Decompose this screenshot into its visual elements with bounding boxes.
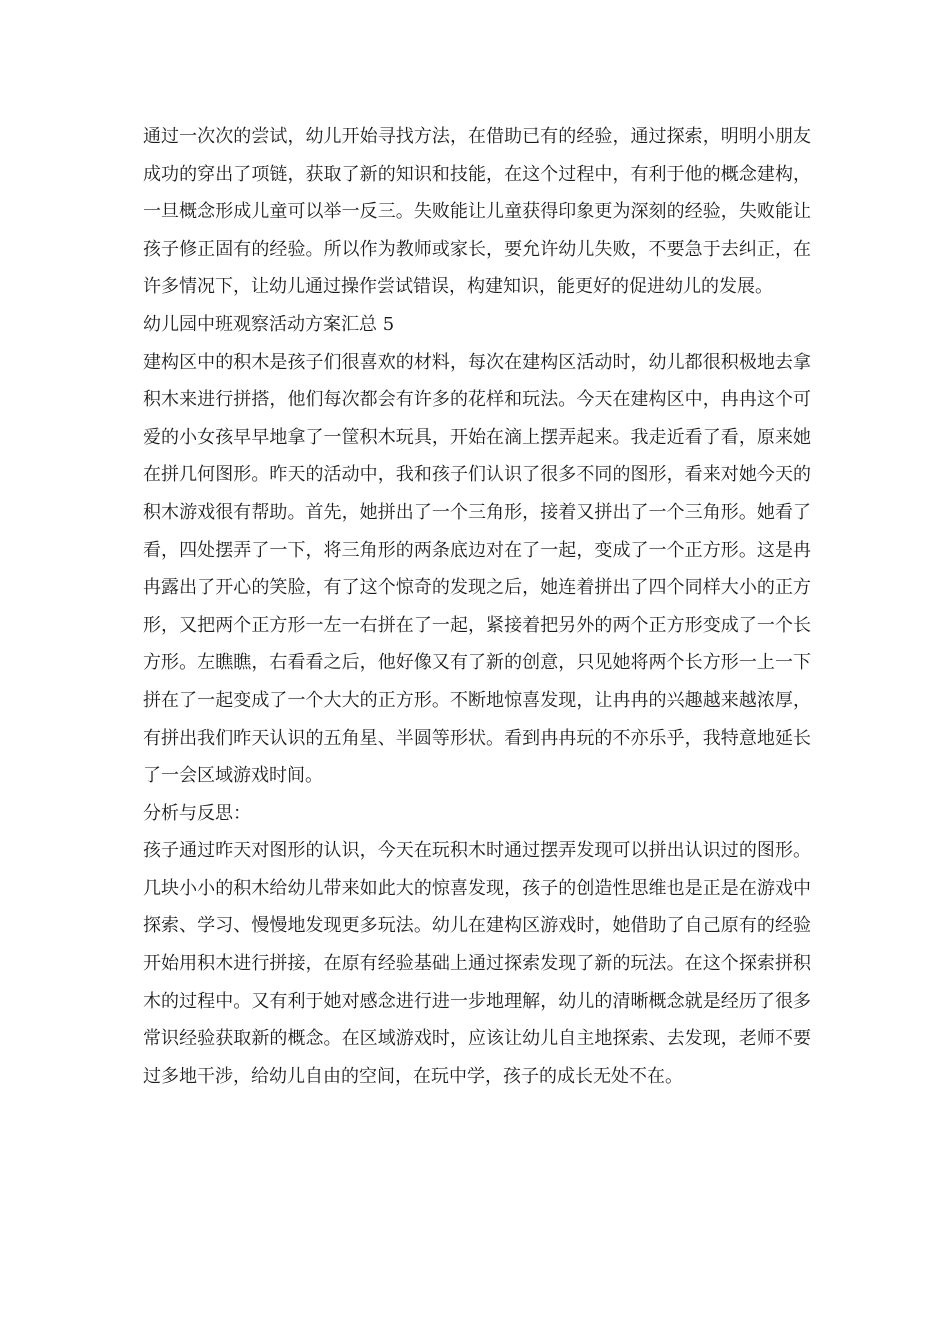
paragraph-2: 建构区中的积木是孩子们很喜欢的材料，每次在建构区活动时，幼儿都很积极地去拿积木来进行拼搭，他们每次都会有许多的花样和玩法。今天在建构区中，冉冉这个可爱的小女孩早早地拿了一筐积木玩具，开始在滴上摆弄起来。我走近看了看，原来她在拼几何图形。昨天的活动中，我和孩子们认识了很多不同的图形，看来对她今天的积木游戏很有帮助。首先，她拼出了一个三角形，接着又拼出了一个三角形。她看了看，四处摆弄了一下，将三角形的两条底边对在了一起，变成了一个正方形。这是冉冉露出了开心的笑脸，有了这个惊奇的发现之后，她连着拼出了四个同样大小的正方形，又把两个正方形一左一右拼在了一起，紧接着把另外的两个正方形变成了一个长方形。左瞧瞧，右看看之后，他好像又有了新的创意，只见她将两个长方形一上一下拼在了一起变成了一个大大的正方形。不断地惊喜发现，让冉冉的兴趣越来越浓厚，有拼出我们昨天认识的五角星、半圆等形状。看到冉冉玩的不亦乐乎，我特意地延长了一会区域游戏时间。 <box>143 351 811 787</box>
paragraph-1: 通过一次次的尝试，幼儿开始寻找方法，在借助已有的经验，通过探索，明明小朋友成功的穿出了项链，获取了新的知识和技能，在这个过程中，有利于他的概念建构，一旦概念形成儿童可以举一反三。失败能让儿童获得印象更为深刻的经验，失败能让孩子修正固有的经验。所以作为教师或家长，要允许幼儿失败，不要急于去纠正，在许多情况下，让幼儿通过操作尝试错误，构建知识，能更好的促进幼儿的发展。 <box>143 126 811 298</box>
analysis-title: 分析与反思： <box>143 802 251 824</box>
paragraph-3: 孩子通过昨天对图形的认识，今天在玩积木时通过摆弄发现可以拼出认识过的图形。几块小小的积木给幼儿带来如此大的惊喜发现，孩子的创造性思维也是正是在游戏中探索、学习、慢慢地发现更多玩法。幼儿在建构区游戏时，她借助了自己原有的经验开始用积木进行拼接，在原有经验基础上通过探索发现了新的玩法。在这个探索拼积木的过程中。又有利于她对感念进行进一步地理解，幼儿的清晰概念就是经历了很多常识经验获取新的概念。在区域游戏时，应该让幼儿自主地探索、去发现，老师不要过多地干涉，给幼儿自由的空间，在玩中学，孩子的成长无处不在。 <box>143 840 811 1087</box>
section-title: 幼儿园中班观察活动方案汇总 5 <box>143 313 395 335</box>
document-body <box>143 118 811 1095</box>
